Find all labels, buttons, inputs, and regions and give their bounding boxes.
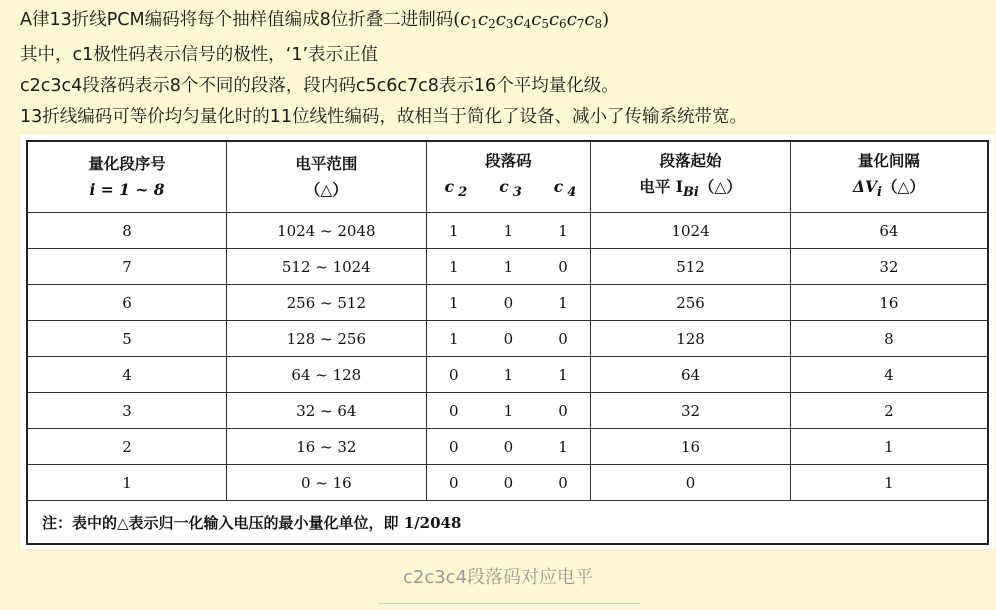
header-level-range-title: 电平范围 xyxy=(295,154,358,173)
cell-segment-no: 5 xyxy=(27,321,227,357)
table-row xyxy=(27,249,988,285)
header-segment-no-title: 量化段序号 xyxy=(88,154,166,173)
cell-segment-no: 6 xyxy=(27,285,227,321)
cell-level-range: 64 ~ 128 xyxy=(227,357,427,393)
cell-start-level: 128 xyxy=(591,321,791,357)
cell-c3: 1 xyxy=(481,357,536,393)
cell-c2: 0 xyxy=(426,357,481,393)
cell-level-range: 128 ~ 256 xyxy=(227,321,427,357)
formula-open-paren: ( xyxy=(453,9,461,30)
header-c2: c $_2$ xyxy=(444,176,468,201)
table-note-row xyxy=(27,501,988,545)
code-formula xyxy=(453,9,609,30)
header-start-level-unit: 电平 $I_{Bi}(\triangle)$ xyxy=(639,176,742,201)
cell-step: 2 xyxy=(790,393,988,429)
cell-c3: 1 xyxy=(481,393,536,429)
paragraph-4: 13折线编码可等价均匀量化时的11位线性编码，故相当于简化了设备、减小了传输系统带宽。 xyxy=(20,107,748,127)
cell-start-level: 512 xyxy=(591,249,791,285)
cell-c4: 1 xyxy=(536,285,591,321)
article-text xyxy=(20,4,990,133)
cell-step: 16 xyxy=(790,285,988,321)
header-step-unit: $\Delta V_i(\triangle)$ xyxy=(852,176,925,201)
cell-start-level: 1024 xyxy=(591,213,791,249)
cell-segment-no: 7 xyxy=(27,249,227,285)
cell-level-range: 512 ~ 1024 xyxy=(227,249,427,285)
header-segment-code-cols xyxy=(427,174,591,206)
table-row xyxy=(27,321,988,357)
cell-c2: 1 xyxy=(426,213,481,249)
formula-symbol-c2: $c_2$ xyxy=(478,9,496,31)
header-segment-no-range: i = 1 ~ 8 xyxy=(89,180,165,199)
paragraph-3: c2c3c4段落码表示8个不同的段落，段内码c5c6c7c8表示16个平均量化级。 xyxy=(20,76,619,96)
cell-step: 64 xyxy=(790,213,988,249)
paragraph-2: 其中，c1极性码表示信号的极性，‘1’表示正值 xyxy=(20,45,379,65)
header-level-range xyxy=(227,141,427,213)
cell-step: 8 xyxy=(790,321,988,357)
cell-c3: 1 xyxy=(481,249,536,285)
formula-symbol-c4: $c_4$ xyxy=(513,9,532,31)
cell-c2: 1 xyxy=(426,321,481,357)
cell-level-range: 1024 ~ 2048 xyxy=(227,213,427,249)
cell-start-level: 32 xyxy=(591,393,791,429)
cell-c3: 0 xyxy=(481,429,536,465)
cell-level-range: 32 ~ 64 xyxy=(227,393,427,429)
cell-c2: 0 xyxy=(426,429,481,465)
formula-symbol-c8: $c_8$ xyxy=(584,9,603,31)
cell-c2: 1 xyxy=(426,285,481,321)
cell-c4: 1 xyxy=(536,357,591,393)
paragraph-1 xyxy=(20,4,990,40)
table-row xyxy=(27,285,988,321)
cell-level-range: 16 ~ 32 xyxy=(227,429,427,465)
cell-c4: 0 xyxy=(536,249,591,285)
paragraph-1-text: A律13折线PCM编码将每个抽样值编成8位折叠二进制码 xyxy=(20,10,454,30)
table-row xyxy=(27,213,988,249)
cell-start-level: 0 xyxy=(591,465,791,501)
cell-c4: 0 xyxy=(536,321,591,357)
cell-c4: 0 xyxy=(536,393,591,429)
header-step xyxy=(790,141,988,213)
header-level-range-unit: （△） xyxy=(304,180,348,199)
cell-c3: 0 xyxy=(481,321,536,357)
segment-code-table xyxy=(26,140,989,545)
header-segment-no xyxy=(27,141,227,213)
header-segment-code xyxy=(426,141,591,213)
formula-symbol-c3: $c_3$ xyxy=(495,9,514,31)
cell-start-level: 16 xyxy=(591,429,791,465)
table-row xyxy=(27,357,988,393)
cell-step: 1 xyxy=(790,429,988,465)
header-step-title: 量化间隔 xyxy=(857,150,920,170)
table-row xyxy=(27,393,988,429)
cell-segment-no: 8 xyxy=(27,213,227,249)
formula-symbol-c7: $c_7$ xyxy=(566,9,585,31)
table-header-row xyxy=(27,141,988,213)
cell-c2: 0 xyxy=(426,465,481,501)
header-start-level-title: 段落起始 xyxy=(659,150,722,170)
cell-step: 4 xyxy=(790,357,988,393)
formula-close-paren: ) xyxy=(602,9,610,30)
header-c4: c $_4$ xyxy=(553,176,577,201)
header-c3: c $_3$ xyxy=(499,176,522,201)
cell-segment-no: 4 xyxy=(27,357,227,393)
scanned-table-image xyxy=(20,134,995,549)
cell-segment-no: 1 xyxy=(27,465,227,501)
cell-c2: 1 xyxy=(426,249,481,285)
cell-c3: 0 xyxy=(481,285,536,321)
cell-segment-no: 3 xyxy=(27,393,227,429)
cell-step: 32 xyxy=(790,249,988,285)
cell-start-level: 256 xyxy=(591,285,791,321)
cell-start-level: 64 xyxy=(591,357,791,393)
cell-c3: 1 xyxy=(481,213,536,249)
formula-symbol-c5: $c_5$ xyxy=(531,9,549,31)
figure-caption: c2c3c4段落码对应电平 xyxy=(402,567,594,588)
cell-step: 1 xyxy=(790,465,988,501)
header-segment-code-title: 段落码 xyxy=(485,150,532,170)
formula-symbol-c6: $c_6$ xyxy=(548,9,567,31)
header-start-level xyxy=(591,141,791,213)
cell-c4: 0 xyxy=(536,465,591,501)
table-row xyxy=(27,429,988,465)
cell-level-range: 256 ~ 512 xyxy=(227,285,427,321)
caption-underline xyxy=(378,603,640,604)
cell-segment-no: 2 xyxy=(27,429,227,465)
table-row xyxy=(27,465,988,501)
table-note: 注：表中的△表示归一化输入电压的最小量化单位，即 1/2048 xyxy=(27,501,988,545)
cell-c2: 0 xyxy=(426,393,481,429)
cell-c4: 1 xyxy=(536,213,591,249)
cell-c4: 1 xyxy=(536,429,591,465)
formula-symbol-c1: $c_1$ xyxy=(460,9,479,31)
cell-c3: 0 xyxy=(481,465,536,501)
cell-level-range: 0 ~ 16 xyxy=(227,465,427,501)
